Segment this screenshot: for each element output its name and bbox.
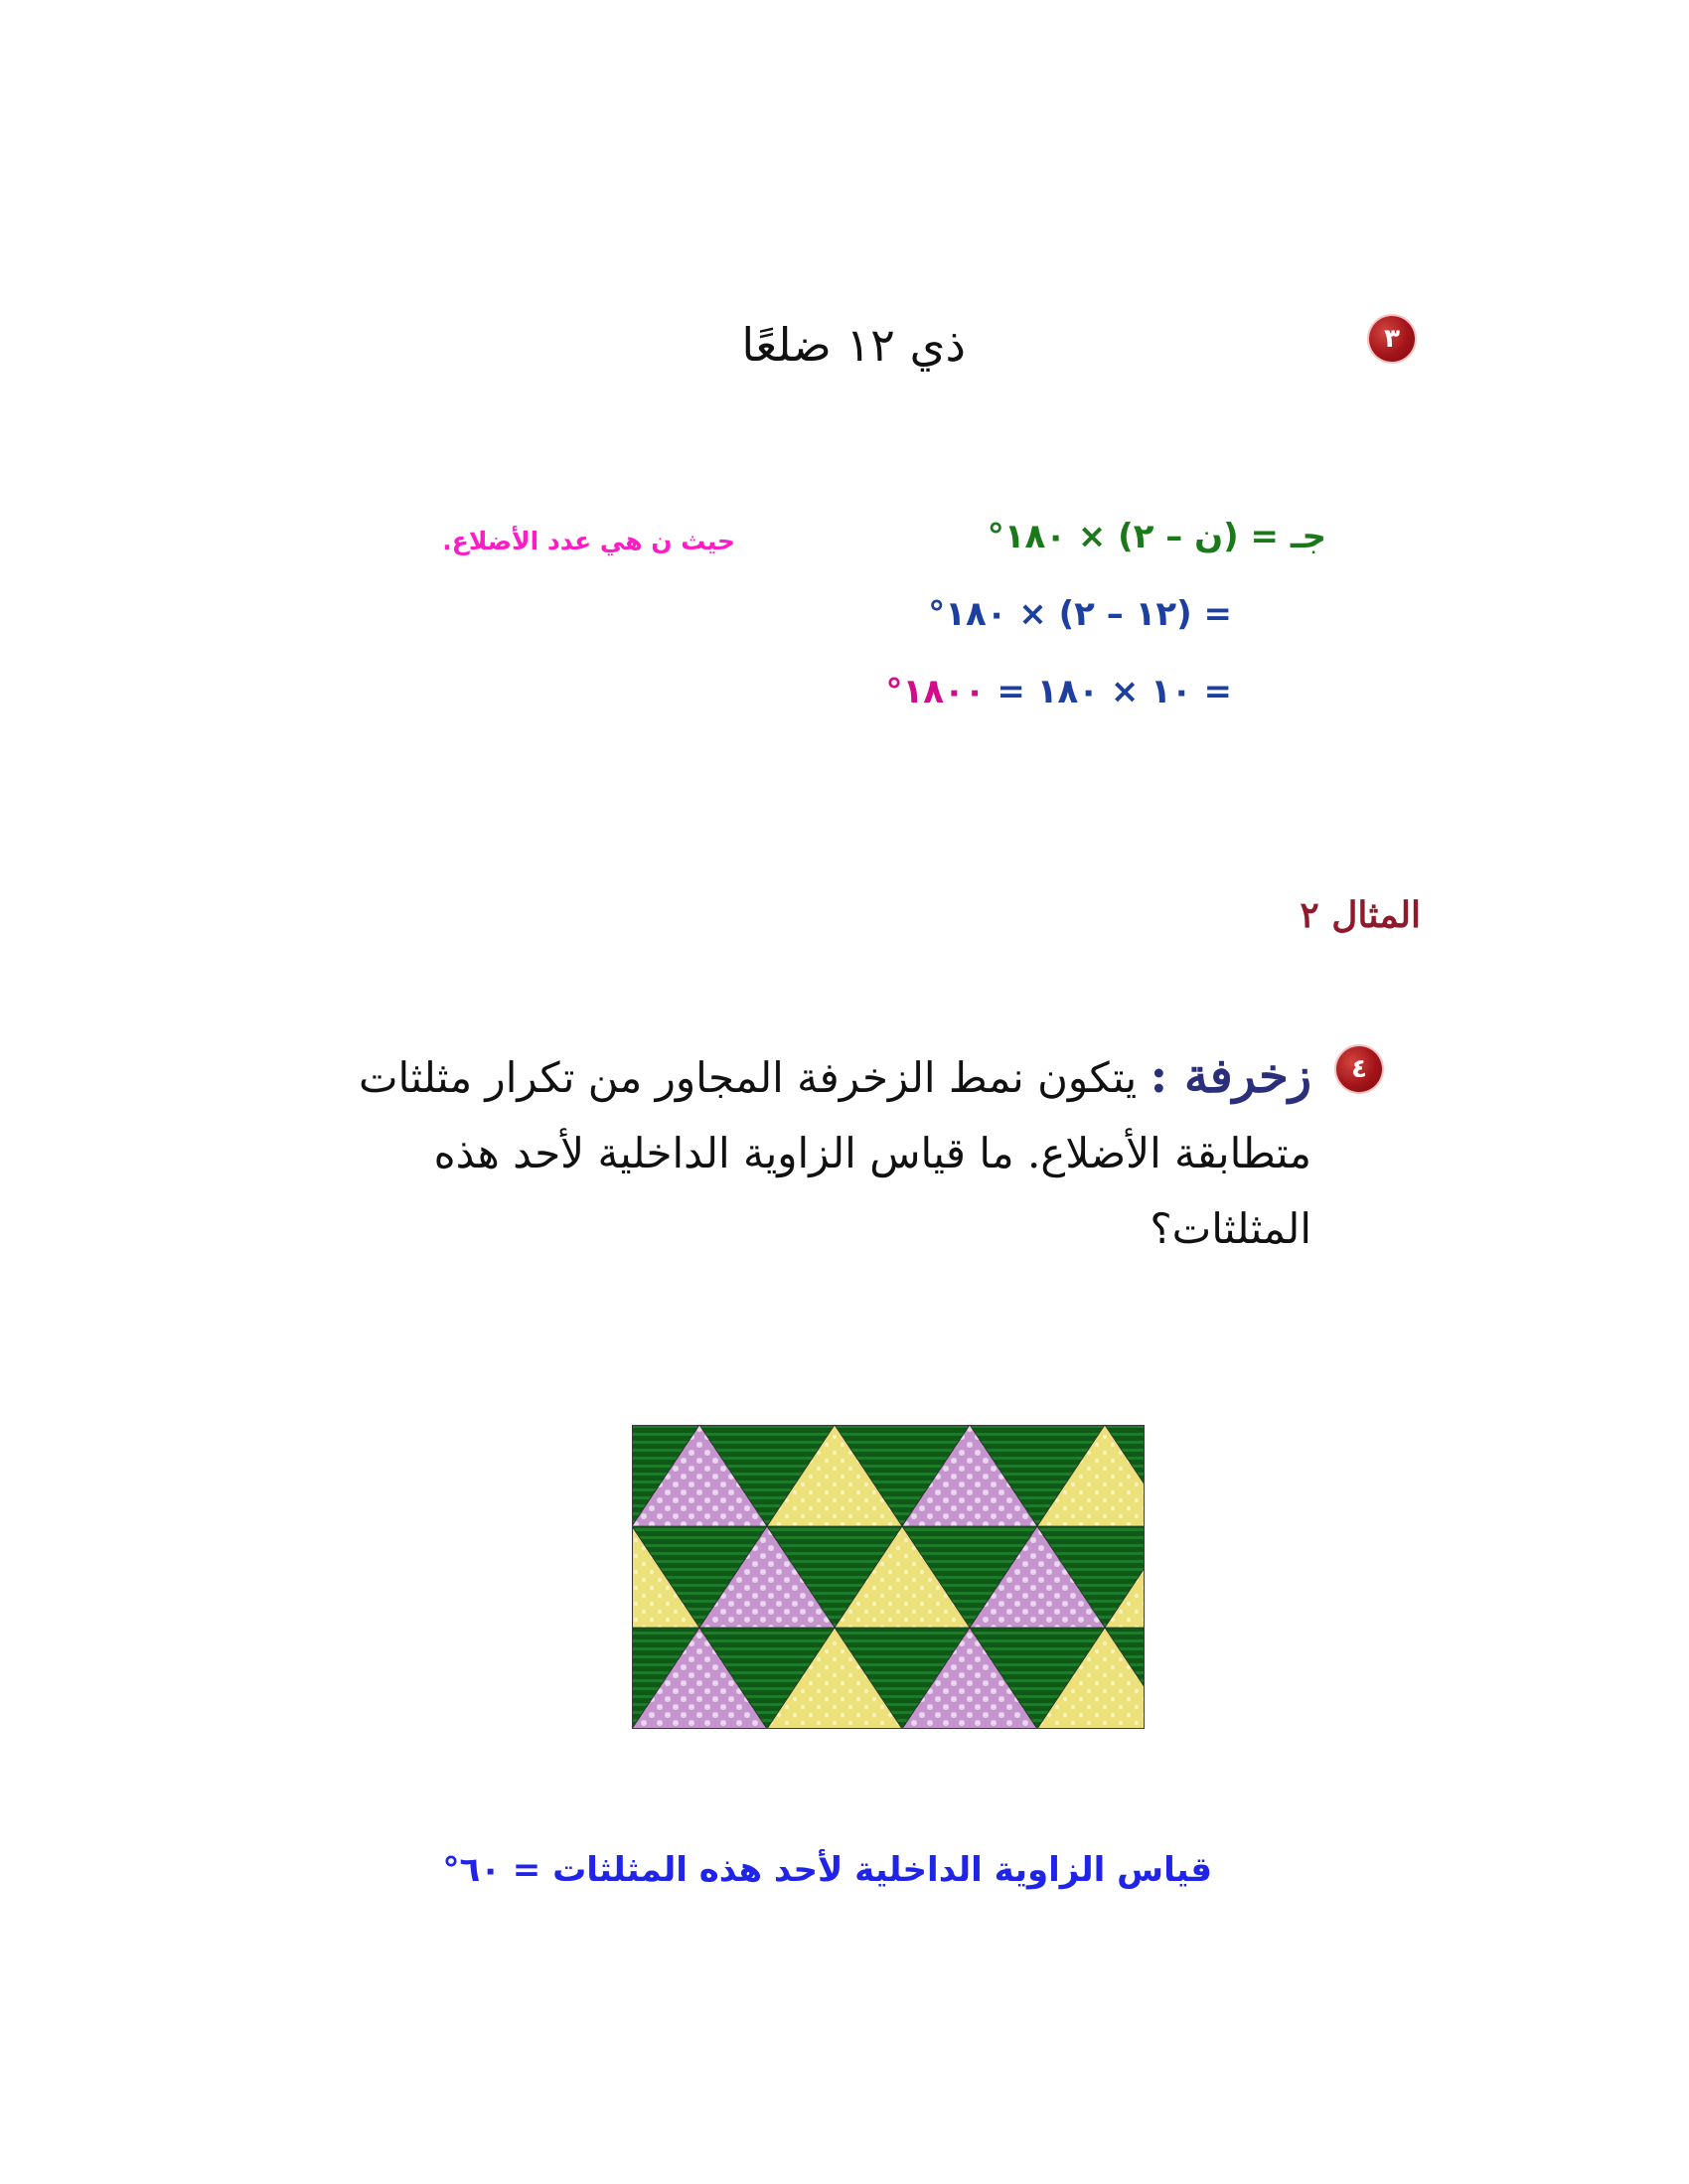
- formula-line-3: [886, 672, 1232, 711]
- formula-line-1-rest: = (ن – ٢) × ١٨٠°: [987, 517, 1280, 556]
- example-title: المثال ٢: [1300, 894, 1421, 936]
- formula-line-2: = (١٢ – ٢) × ١٨٠°: [928, 594, 1232, 634]
- angle-sum-variable: جـ: [1290, 517, 1326, 556]
- problem-4-body: يتكون نمط الزخرفة المجاور من تكرار مثلثات متطابقة الأضلاع. ما قياس الزاوية الداخلية لأحد هذه المثلثات؟: [358, 1053, 1311, 1253]
- formula-line-3-result: ١٨٠٠°: [885, 672, 986, 711]
- problem-3-text: ذي ١٢ ضلعًا: [741, 318, 966, 372]
- triangle-pattern-image: [632, 1425, 1145, 1729]
- problem-4-topic: زخرفة :: [1150, 1048, 1311, 1104]
- formula-line-3-prefix: = ١٠ × ١٨٠ =: [997, 672, 1232, 711]
- problem-number-badge: ٣: [1369, 316, 1415, 362]
- problem-4-text: [358, 1038, 1311, 1267]
- sides-note: حيث ن هي عدد الأضلاع.: [442, 527, 735, 555]
- answer-text: قياس الزاوية الداخلية لأحد هذه المثلثات = ٦٠°: [442, 1850, 1212, 1890]
- formula-line-1: [988, 517, 1326, 556]
- problem-number-badge: ٤: [1336, 1046, 1382, 1092]
